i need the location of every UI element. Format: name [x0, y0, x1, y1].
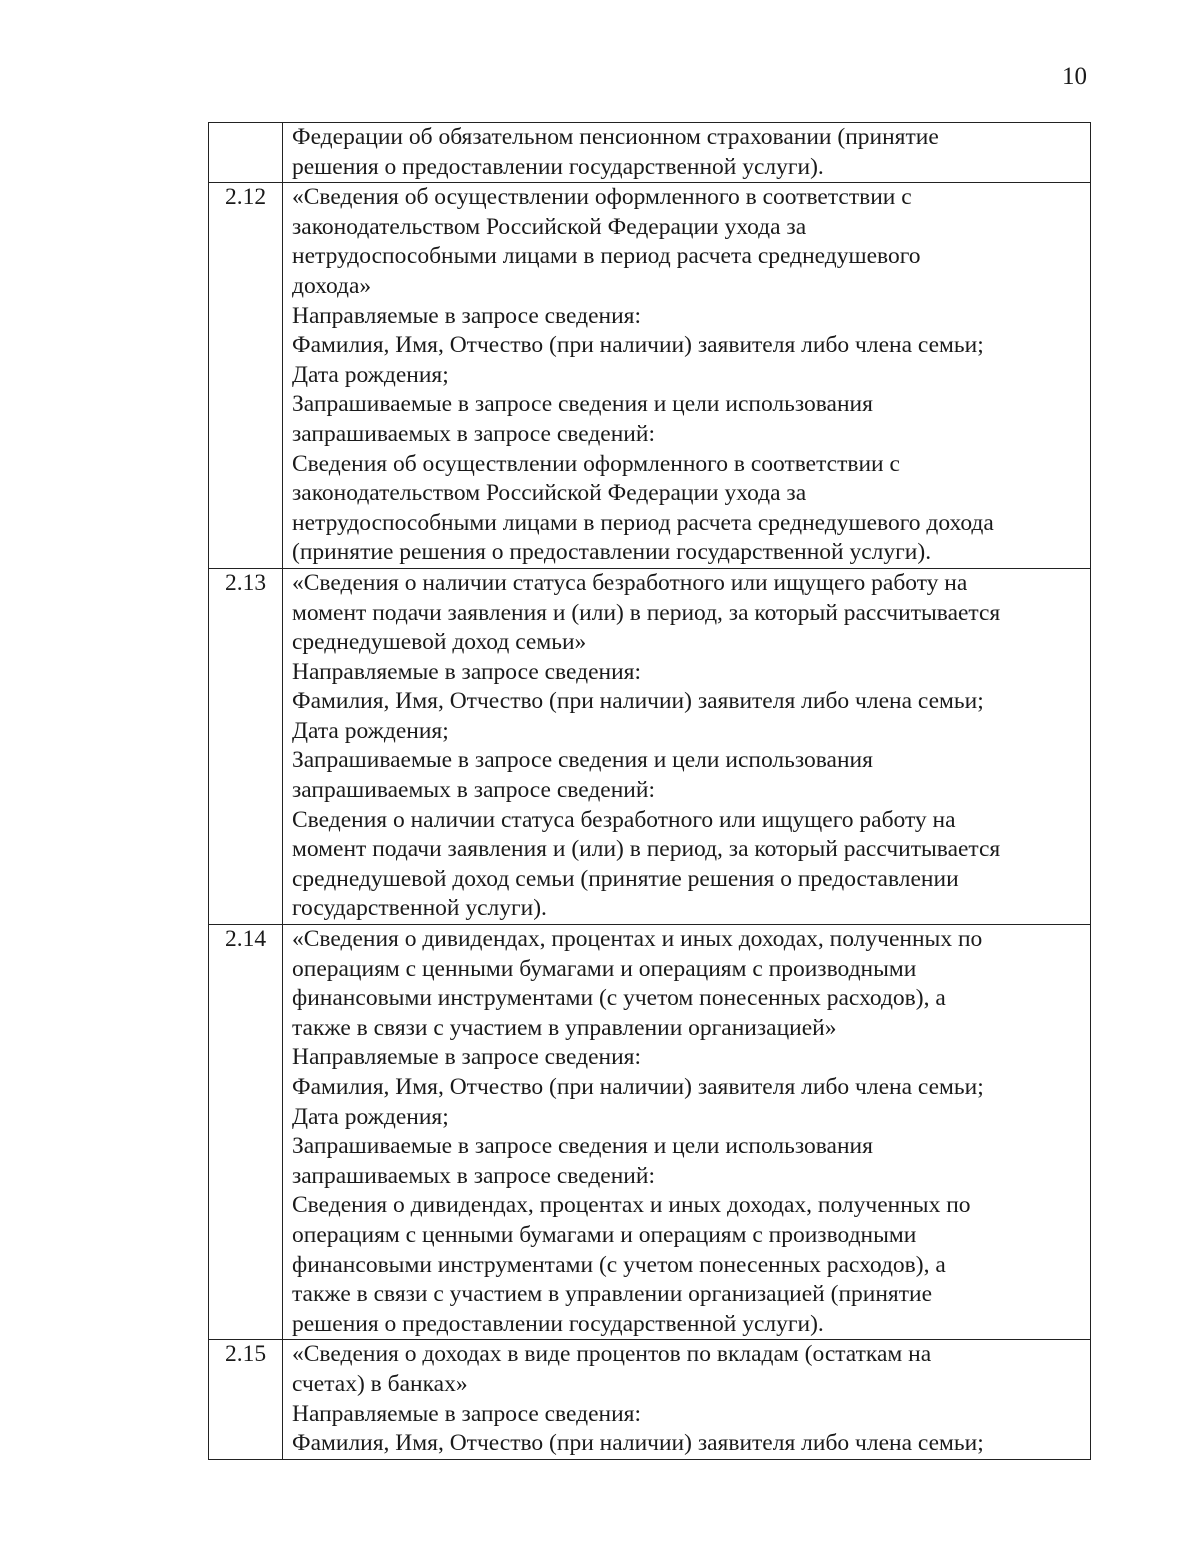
text-line: Запрашиваемые в запросе сведения и цели использования	[292, 747, 873, 774]
text-line: финансовыми инструментами (с учетом понесенных расходов), а	[292, 1251, 946, 1278]
row-number: 2.12	[209, 183, 283, 569]
text-line: решения о предоставлении государственной услуги).	[292, 153, 824, 180]
text-line: «Сведения об осуществлении оформленного в соответствии с	[292, 184, 912, 211]
text-line: нетрудоспособными лицами в период расчета среднедушевого дохода	[292, 509, 994, 536]
text-line: (принятие решения о предоставлении государственной услуги).	[292, 539, 932, 566]
table-row	[209, 1340, 1091, 1459]
text-line: Дата рождения;	[292, 1103, 449, 1130]
row-number	[209, 123, 283, 183]
text-line: момент подачи заявления и (или) в период, за который рассчитывается	[292, 836, 1001, 863]
text-line: решения о предоставлении государственной услуги).	[292, 1310, 824, 1337]
text-line: государственной услуги).	[292, 895, 547, 922]
text-line: счетах) в банках»	[292, 1370, 468, 1397]
services-table	[208, 122, 1091, 1460]
row-text	[283, 925, 1091, 1340]
row-number: 2.15	[209, 1340, 283, 1459]
text-line: Федерации об обязательном пенсионном страховании (принятие	[292, 124, 939, 150]
text-line: Дата рождения;	[292, 717, 449, 744]
text-line: запрашиваемых в запросе сведений:	[292, 420, 655, 447]
text-line: Фамилия, Имя, Отчество (при наличии) заявителя либо члена семьи;	[292, 332, 984, 359]
text-line: момент подачи заявления и (или) в период, за который рассчитывается	[292, 599, 1001, 626]
text-line: Фамилия, Имя, Отчество (при наличии) заявителя либо члена семьи;	[292, 1074, 984, 1100]
text-line: Направляемые в запросе сведения:	[292, 302, 642, 329]
text-line: Направляемые в запросе сведения:	[292, 1044, 642, 1071]
text-line: Запрашиваемые в запросе сведения и цели использования	[292, 1133, 873, 1160]
services-table-body	[209, 123, 1091, 1460]
row-number: 2.13	[209, 568, 283, 924]
text-line: Направляемые в запросе сведения:	[292, 1400, 642, 1427]
text-line: запрашиваемых в запросе сведений:	[292, 1162, 655, 1189]
text-line: нетрудоспособными лицами в период расчета среднедушевого	[292, 243, 921, 270]
table-row	[209, 925, 1091, 1340]
text-line: Сведения о наличии статуса безработного или ищущего работу на	[292, 806, 956, 833]
text-line: «Сведения о дивидендах, процентах и иных доходах, полученных по	[292, 926, 983, 953]
text-line: Направляемые в запросе сведения:	[292, 658, 642, 685]
text-line: операциям с ценными бумагами и операциям с производными	[292, 955, 917, 982]
text-line: законодательством Российской Федерации ухода за	[292, 213, 807, 240]
table-row	[209, 123, 1091, 183]
text-line: Сведения об осуществлении оформленного в соответствии с	[292, 450, 900, 477]
text-line: Фамилия, Имя, Отчество (при наличии) заявителя либо члена семьи;	[292, 1430, 984, 1457]
table-row	[209, 183, 1091, 569]
table-row	[209, 568, 1091, 924]
text-line: запрашиваемых в запросе сведений:	[292, 777, 655, 804]
page-number: 10	[1062, 63, 1087, 90]
row-number: 2.14	[209, 925, 283, 1340]
text-line: законодательством Российской Федерации ухода за	[292, 480, 807, 507]
row-text	[283, 123, 1091, 183]
text-line: «Сведения о наличии статуса безработного или ищущего работу на	[292, 569, 968, 596]
text-line: финансовыми инструментами (с учетом понесенных расходов), а	[292, 985, 946, 1012]
text-line: «Сведения о доходах в виде процентов по вкладам (остаткам на	[292, 1341, 932, 1368]
text-line: операциям с ценными бумагами и операциям с производными	[292, 1221, 917, 1248]
text-line: Запрашиваемые в запросе сведения и цели использования	[292, 391, 873, 418]
row-text	[283, 183, 1091, 569]
text-line: также в связи с участием в управлении организацией»	[292, 1014, 837, 1041]
text-line: Дата рождения;	[292, 361, 449, 388]
row-text	[283, 568, 1091, 924]
text-line: среднедушевой доход семьи»	[292, 629, 587, 656]
text-line: среднедушевой доход семьи (принятие решения о предоставлении	[292, 865, 959, 892]
text-line: Сведения о дивидендах, процентах и иных доходах, полученных по	[292, 1192, 971, 1219]
row-text	[283, 1340, 1091, 1459]
text-line: Фамилия, Имя, Отчество (при наличии) заявителя либо члена семьи;	[292, 688, 984, 715]
text-line: дохода»	[292, 272, 372, 299]
text-line: также в связи с участием в управлении организацией (принятие	[292, 1281, 933, 1308]
